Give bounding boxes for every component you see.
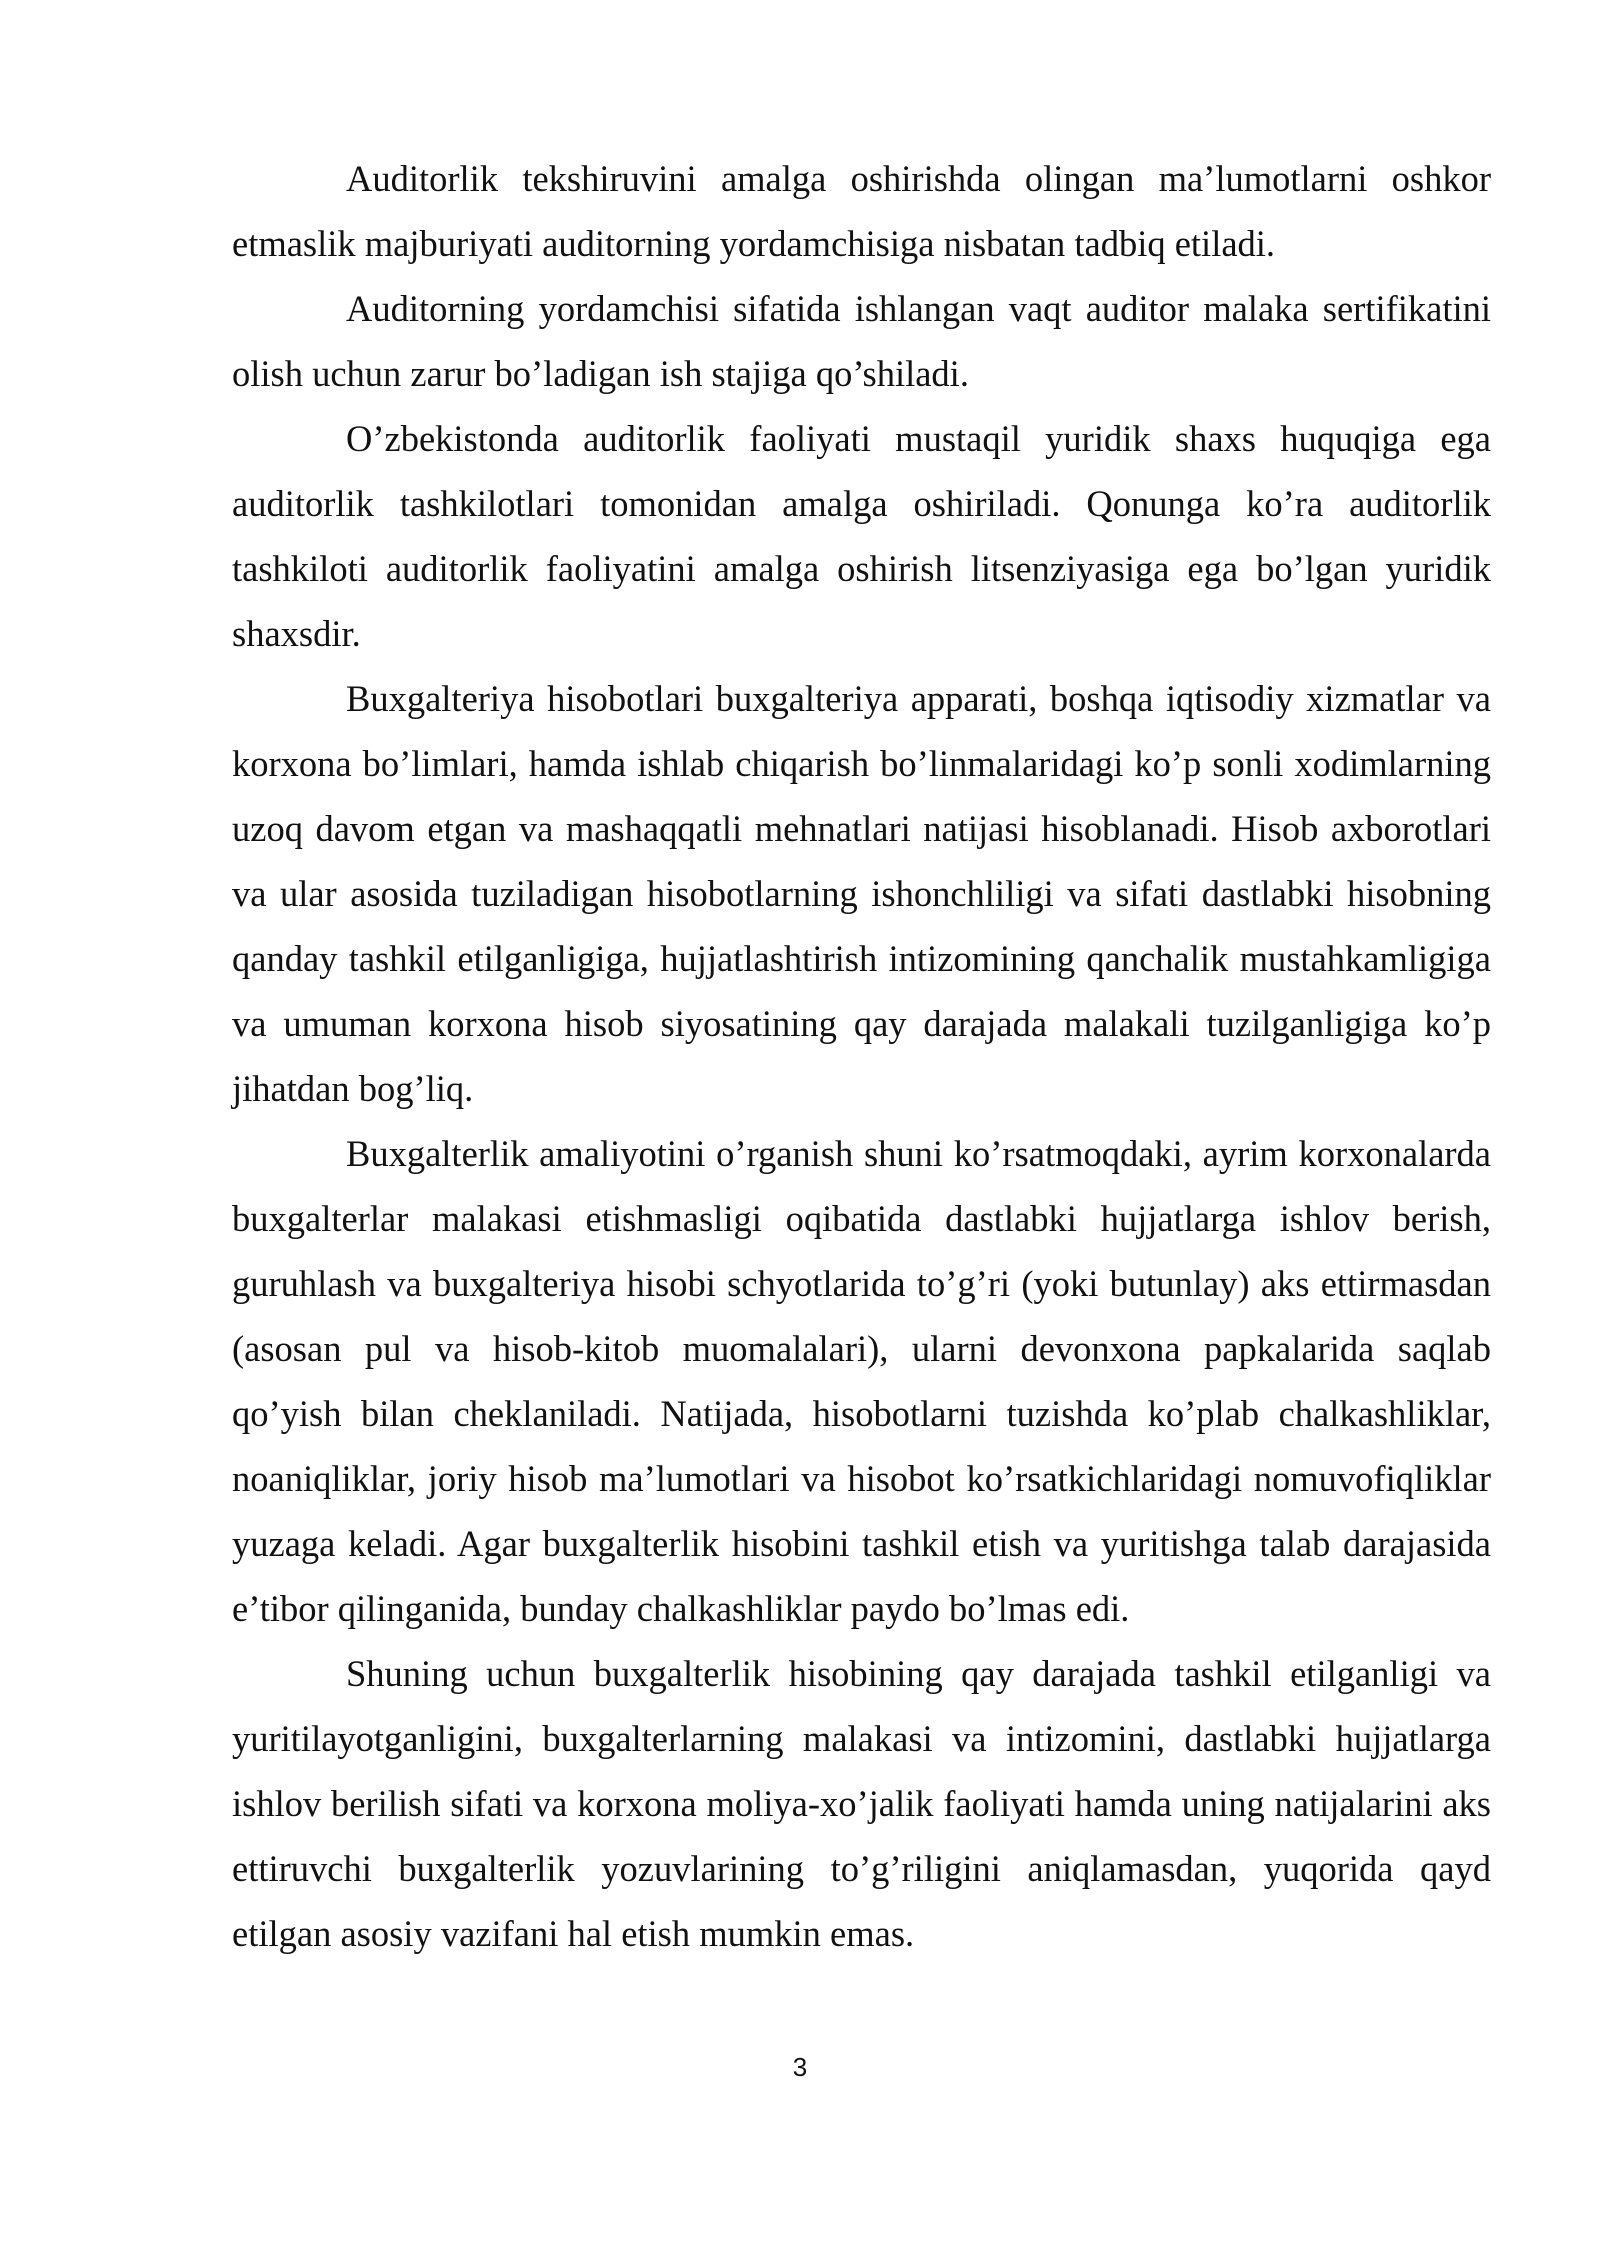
paragraph-2: Auditorning yordamchisi sifatida ishlangan vaqt auditor malaka sertifikatini olish uchun zarur bo’ladigan ish stajiga qo’shiladi. — [232, 288, 1491, 394]
paragraph-1: Auditorlik tekshiruvini amalga oshirishda olingan ma’lumotlarni oshkor etmaslik majburiyati auditorning yordamchisiga nisbatan tadbiq etiladi. — [232, 158, 1491, 264]
paragraph-6: Shuning uchun buxgalterlik hisobining qay darajada tashkil etilganligi va yuritilayotganligini, buxgalterlarning malakasi va intizomini, dastlabki hujjatlarga ishlov berilish sifati va korxona moliya-xo’jalik faoliyati hamda uning natijalarini aks ettiruvchi buxgalterlik yozuvlarining to’g’riligini aniqlamasdan, yuqorida qayd etilgan asosiy vazifani hal etish mumkin emas. — [232, 1653, 1491, 1954]
paragraph-3: O’zbekistonda auditorlik faoliyati mustaqil yuridik shaxs huquqiga ega auditorlik tashkilotlari tomonidan amalga oshiriladi. Qonunga ko’ra auditorlik tashkiloti auditorlik faoliyatini amalga oshirish litsenziyasiga ega bo’lgan yuridik shaxsdir. — [232, 418, 1491, 654]
paragraph-5: Buxgalterlik amaliyotini o’rganish shuni ko’rsatmoqdaki, ayrim korxonalarda buxgalterlar malakasi etishmasligi oqibatida dastlabki hujjatlarga ishlov berish, guruhlash va buxgalteriya hisobi schyotlarida to’g’ri (yoki butunlay) aks ettirmasdan (asosan pul va hisob-kitob muomalalari), ularni devonxona papkalarida saqlab qo’yish bilan cheklaniladi. Natijada, hisobotlarni tuzishda ko’plab chalkashliklar, noaniqliklar, joriy hisob ma’lumotlari va hisobot ko’rsatkichlaridagi nomuvofiqliklar yuzaga keladi. Agar buxgalterlik hisobini tashkil etish va yuritishga talab darajasida e’tibor qilinganida, bunday chalkashliklar paydo bo’lmas edi. — [232, 1133, 1491, 1629]
paragraph-4: Buxgalteriya hisobotlari buxgalteriya apparati, boshqa iqtisodiy xizmatlar va korxona bo’limlari, hamda ishlab chiqarish bo’linmalaridagi ko’p sonli xodimlarning uzoq davom etgan va mashaqqatli mehnatlari natijasi hisoblanadi. Hisob axborotlari va ular asosida tuziladigan hisobotlarning ishonchliligi va sifati dastlabki hisobning qanday tashkil etilganligiga, hujjatlashtirish intizomining qanchalik mustahkamligiga va umuman korxona hisob siyosatining qay darajada malakali tuzilganligiga ko’p jihatdan bog’liq. — [232, 678, 1491, 1109]
document-body — [232, 146, 1491, 1966]
page-number: 3 — [792, 2052, 808, 2082]
